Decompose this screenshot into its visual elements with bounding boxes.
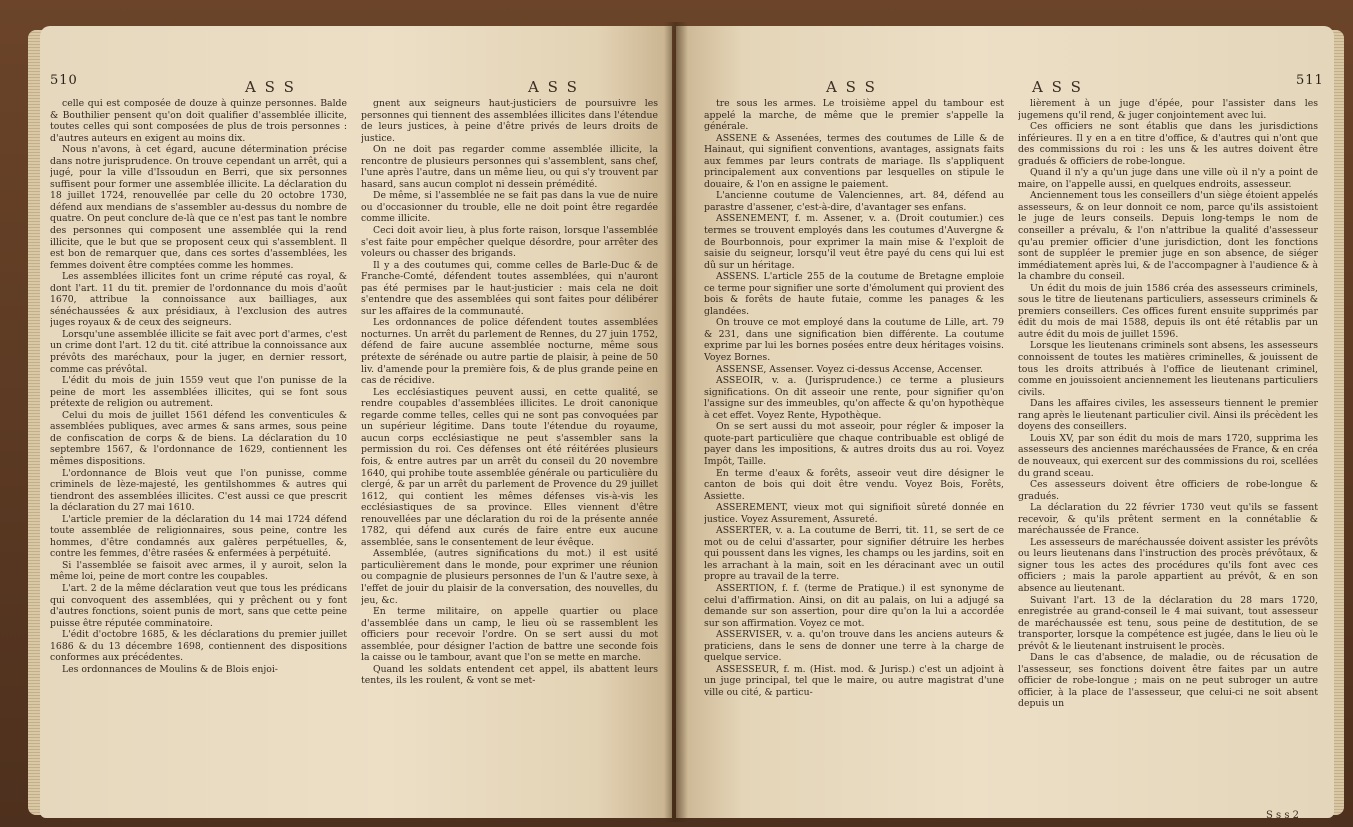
paragraph: On trouve ce mot employé dans la coutume de Lille, art. 79 & 231, dans une signification bien différente. La coutume exprime par lui les bornes posées entre deux héritages voisins. Voyez Bornes. <box>704 317 1004 364</box>
paragraph: Celui du mois de juillet 1561 défend les conventicules & assemblées publiques, avec armes & sans armes, sous peine de confiscation de corps & de biens. La déclaration du 10 septembre 1567, & l'ordonnance de 1629, contiennent les mêmes dispositions. <box>50 409 347 467</box>
paragraph: Suivant l'art. 13 de la déclaration du 28 mars 1720, enregistrée au grand-conseil le 4 mai suivant, tout assesseur de maréchaussée est tenu, sous peine de destitution, de se transporter, lorsque la compétence est jugée, dans le lieu où le prévôt & le lieutenant instruisent le procès. <box>1018 594 1318 652</box>
paragraph: De même, si l'assemblée ne se fait pas dans la vue de nuire ou d'occasionner du trouble, elle ne doit point être regardée comme illicite. <box>361 190 658 225</box>
paragraph: ASSEOIR, v. a. (Jurisprudence.) ce terme a plusieurs significations. On dit asseoir une rente, pour signifier qu'on l'assigne sur des immeubles, qu'on affecte & qu'on hypothèque à cet effet. Voyez Rente, Hypothèque. <box>704 375 1004 421</box>
right-column-1 <box>704 98 1004 810</box>
paragraph: lièrement à un juge d'épée, pour l'assister dans les jugemens qu'il rend, & juger conjointement avec lui. <box>1018 98 1318 121</box>
paragraph: ASSEREMENT, vieux mot qui signifioit sûreté donnée en justice. Voyez Assurement, Assureté. <box>704 502 1004 525</box>
paragraph: Ces officiers ne sont établis que dans les jurisdictions inférieures. Il y en a en titre d'office, & d'autres qui n'ont que des commissions du roi : les uns & les autres doivent être gradués & officiers de robe-longue. <box>1018 121 1318 167</box>
paragraph: Dans le cas d'absence, de maladie, ou de récusation de l'assesseur, ses fonctions doivent être faites par un autre officier de robe-longue ; mais on ne peut subroger un autre officier, à la place de l'assesseur, que celui-ci ne soit absent depuis un <box>1018 652 1318 710</box>
left-page <box>40 26 672 818</box>
paragraph: Lorsque les lieutenans criminels sont absens, les assesseurs connoissent de toutes les matières criminelles, & jouissent de tous les droits attribués à l'office de lieutenant criminel, comme en jouissoient anciennement les lieutenans particuliers civils. <box>1018 340 1318 398</box>
paragraph: Les assemblées illicites font un crime réputé cas royal, & dont l'art. 11 du tit. premier de l'ordonnance du mois d'août 1670, attribue la connoissance aux bailliages, aux sénéchaussées & aux présidiaux, à l'exclusion des autres juges royaux & de ceux des seigneurs. <box>50 271 347 329</box>
paragraph: L'édit du mois de juin 1559 veut que l'on punisse de la peine de mort les assemblées illicites, qui se font sous prétexte de religion ou autrement. <box>50 375 347 410</box>
paragraph: L'ancienne coutume de Valenciennes, art. 84, défend au parastre d'assener, c'est-à-dire, d'avantager ses enfans. <box>704 190 1004 213</box>
paragraph: L'ordonnance de Blois veut que l'on punisse, comme criminels de lèze-majesté, les gentilshommes & autres qui tiendront des assemblées illicites. C'est aussi ce que prescrit la déclaration du 27 mai 1610. <box>50 467 347 514</box>
paragraph: Les assesseurs de maréchaussée doivent assister les prévôts ou leurs lieutenans dans l'instruction des procès prévôtaux, & signer tous les actes des procédures qu'ils font avec ces officiers ; mais la parole appartient au prévôt, & en son absence au lieutenant. <box>1018 536 1318 594</box>
left-running-head-left: A S S <box>245 78 296 96</box>
right-running-head-left: A S S <box>826 78 877 96</box>
paragraph: Un édit du mois de juin 1586 créa des assesseurs criminels, sous le titre de lieutenans particuliers, assesseurs criminels & premiers conseillers. Ces offices furent ensuite supprimés par édit du mois de mai 1588, depuis ils ont été rétablis par un autre édit du mois de juillet 1596. <box>1018 282 1318 340</box>
paragraph: Lorsqu'une assemblée illicite se fait avec port d'armes, c'est un crime dont l'art. 12 du tit. cité attribue la connoissance aux prévôts des maréchaux, pour la juger, en dernier ressort, comme cas prévôtal. <box>50 328 347 375</box>
right-page <box>676 26 1334 818</box>
paragraph: tre sous les armes. Le troisième appel du tambour est appelé la marche, de même que le premier s'appelle la générale. <box>704 98 1004 133</box>
paragraph: Il y a des coutumes qui, comme celles de Barle-Duc & de Franche-Comté, défendent toutes assemblées, qui n'auront pas été permises par le haut-justicier : mais cela ne doit s'entendre que des assemblées qui sont faites pour délibérer sur les affaires de la communauté. <box>361 259 658 317</box>
left-page-number: 510 <box>50 73 78 88</box>
paragraph: celle qui est composée de douze à quinze personnes. Balde & Bouthilier pensent qu'on doit qualifier d'assemblée illicite, toutes celles qui sont composées de plus de trois personnes : d'autres auteurs en exigent au moins dix. <box>50 98 347 144</box>
paragraph: Ceci doit avoir lieu, à plus forte raison, lorsque l'assemblée s'est faite pour empêcher quelque désordre, pour arrêter des voleurs ou chasser des brigands. <box>361 225 658 260</box>
paragraph: En terme militaire, on appelle quartier ou place d'assemblée dans un camp, le lieu où se rassemblent les officiers pour recevoir l'ordre. On se sert aussi du mot assemblée, pour désigner l'action de battre une seconde fois la caisse ou le tambour, avant que l'on se mette en marche. <box>361 606 658 664</box>
paragraph: ASSENS. L'article 255 de la coutume de Bretagne emploie ce terme pour signifier une sorte d'émolument qui provient des bois & forêts de haute futaie, comme les panages & les glandées. <box>704 271 1004 317</box>
right-column-2 <box>1018 98 1318 810</box>
left-column-1 <box>50 98 347 810</box>
paragraph: Anciennement tous les conseillers d'un siège étoient appelés assesseurs, & on leur donnoit ce nom, parce qu'ils assistoient le juge de leurs conseils. Depuis long-temps le nom de conseiller a prévalu, & l'on n'attribue la qualité d'assesseur qu'au premier officier d'une jurisdiction, dont les fonctions sont de suppléer le premier juge en son absence, de siéger immédiatement après lui, & de l'accompagner à l'audience & à la chambre du conseil. <box>1018 190 1318 283</box>
signature-mark: S s s 2 <box>1266 810 1300 821</box>
left-running-head-right: A S S <box>528 78 579 96</box>
paragraph: L'art. 2 de la même déclaration veut que tous les prédicans qui convoquent des assemblées, qui y prêchent ou y font d'autres fonctions, soient punis de mort, sans que cette peine puisse être réputée comminatoire. <box>50 582 347 629</box>
paragraph: Quand les soldats entendent cet appel, ils abattent leurs tentes, ils les roulent, & vont se met- <box>361 663 658 687</box>
paragraph: ASSERTION, f. f. (terme de Pratique.) il est synonyme de celui d'affirmation. Ainsi, on dit au palais, on lui a adjugé sa demande sur son assertion, pour dire qu'on la lui a accordée sur son affirmation. Voyez ce mot. <box>704 582 1004 629</box>
paragraph: ASSENE & Assenées, termes des coutumes de Lille & de Hainaut, qui signifient conventions, avantages, assignats faits aux femmes par leurs contrats de mariage. Ils s'appliquent principalement aux conventions par lesquelles on stipule le douaire, & l'on en assigne le paiement. <box>704 132 1004 190</box>
paragraph: Ces assesseurs doivent être officiers de robe-longue & gradués. <box>1018 479 1318 502</box>
paragraph: Les ecclésiastiques peuvent aussi, en cette qualité, se rendre coupables d'assemblées illicites. Le droit canonique regarde comme telles, celles qui ne sont pas convoquées par un supérieur légitime. Dans toute l'étendue du royaume, aucun corps ecclésiastique ne peut s'assembler sans la permission du roi. Ces défenses ont été réitérées plusieurs fois, & entre autres par un arrêt du conseil du 20 novembre 1640, qui prohibe toute assemblée générale ou particulière du clergé, & par un arrêt du parlement de Provence du 29 juillet 1612, qui contient les mêmes défenses vis-à-vis les ecclésiastiques de sa province. Elles viennent d'être renouvellées par une déclaration du roi de la présente année 1782, qui défend aux curés de faire entre eux aucune assemblée, sans le consentement de leur évêque. <box>361 386 658 548</box>
paragraph: Louis XV, par son édit du mois de mars 1720, supprima les assesseurs des anciennes maréchaussées de France, & en créa de nouveaux, qui exercent sur des commissions du roi, scellées du grand sceau. <box>1018 432 1318 479</box>
paragraph: Les ordonnances de police défendent toutes assemblées nocturnes. Un arrêt du parlement de Rennes, du 27 juin 1752, défend de faire aucune assemblée nocturne, même sous prétexte de sérénade ou autre partie de plaisir, à peine de 50 liv. d'amende pour la première fois, & de plus grande peine en cas de récidive. <box>361 317 658 387</box>
book-gutter <box>664 22 688 822</box>
paragraph: ASSENEMENT, f. m. Assener, v. a. (Droit coutumier.) ces termes se trouvent employés dans les coutumes d'Auvergne & de Bourbonnois, pour exprimer la main mise & l'exploit de saisie du seigneur, lorsqu'il veut être payé du cens qui lui est dû sur un héritage. <box>704 213 1004 271</box>
paragraph: ASSERTER, v. a. La coutume de Berri, tit. 11, se sert de ce mot ou de celui d'assarter, pour signifier détruire les herbes qui poussent dans les vignes, les champs ou les jardins, soit en les arrachant à la main, soit en les déracinant avec un outil propre au travail de la terre. <box>704 525 1004 583</box>
paragraph: Nous n'avons, à cet égard, aucune détermination précise dans notre jurisprudence. On trouve cependant un arrêt, qui a jugé, pour la ville d'Issoudun en Berri, que six personnes suffisent pour former une assemblée illicite. La déclaration du 18 juillet 1724, renouvellée par celle du 20 octobre 1730, défend aux mendians de s'assembler au-dessus du nombre de quatre. On peut conclure de-là que ce n'est pas tant le nombre des personnes qui composent une assemblée qui la rend illicite, que le but que se proposent ceux qui s'assemblent. Il est bon de remarquer que, dans ces sortes d'assemblées, les femmes doivent être comptées comme les hommes. <box>50 144 347 271</box>
paragraph: Quand il n'y a qu'un juge dans une ville où il n'y a point de maire, on l'appelle aussi, en quelques endroits, assesseur. <box>1018 167 1318 190</box>
paragraph: On se sert aussi du mot asseoir, pour régler & imposer la quote-part particulière que chaque contribuable est obligé de payer dans les impositions, & autres droits dus au roi. Voyez Impôt, Taille. <box>704 421 1004 467</box>
paragraph: ASSERVISER, v. a. qu'on trouve dans les anciens auteurs & praticiens, dans le sens de donner une terre à la charge de quelque service. <box>704 629 1004 664</box>
right-running-head-right: A S S <box>1032 78 1083 96</box>
right-page-number: 511 <box>1296 73 1324 88</box>
paragraph: Assemblée, (autres significations du mot.) il est usité particulièrement dans le monde, pour exprimer une réunion ou compagnie de plusieurs personnes de l'un & l'autre sexe, à l'effet de jouir du plaisir de la conversation, des nouvelles, du jeu, &c. <box>361 548 658 606</box>
paragraph: L'édit d'octobre 1685, & les déclarations du premier juillet 1686 & du 13 décembre 1698, contiennent des dispositions conformes aux précédentes. <box>50 629 347 664</box>
paragraph: Dans les affaires civiles, les assesseurs tiennent le premier rang après le lieutenant particulier civil. Ainsi ils précèdent les doyens des conseillers. <box>1018 398 1318 433</box>
left-column-2 <box>361 98 658 810</box>
paragraph: On ne doit pas regarder comme assemblée illicite, la rencontre de plusieurs personnes qui s'assemblent, sans chef, l'une après l'autre, dans un même lieu, ou qui s'y trouvent par hasard, sans aucun complot ni dessein prémédité. <box>361 144 658 190</box>
paragraph: gnent aux seigneurs haut-justiciers de poursuivre les personnes qui tiennent des assemblées illicites dans l'étendue de leurs justices, à peine d'être privés de leurs droits de justice. <box>361 98 658 144</box>
paragraph: ASSENSE, Assenser. Voyez ci-dessus Accense, Accenser. <box>716 363 983 375</box>
paragraph: La déclaration du 22 février 1730 veut qu'ils se fassent recevoir, & qu'ils prêtent serment en la connétablie & maréchaussée de France. <box>1018 502 1318 537</box>
paragraph: L'article premier de la déclaration du 14 mai 1724 défend toute assemblée de religionnaires, sous peine, contre les hommes, d'être condamnés aux galères perpétuelles, &, contre les femmes, d'être rasées & enfermées à perpétuité. <box>50 513 347 560</box>
paragraph: Les ordonnances de Moulins & de Blois enjoi- <box>62 663 278 675</box>
paragraph: Si l'assemblée se faisoit avec armes, il y auroit, selon la même loi, peine de mort contre les coupables. <box>50 559 347 583</box>
paragraph: ASSESSEUR, f. m. (Hist. mod. & Jurisp.) c'est un adjoint à un juge principal, tel que le maire, ou autre magistrat d'une ville ou cité, & particu- <box>704 663 1004 698</box>
paragraph: En terme d'eaux & forêts, asseoir veut dire désigner le canton de bois qui doit être vendu. Voyez Bois, Forêts, Assiette. <box>704 467 1004 502</box>
